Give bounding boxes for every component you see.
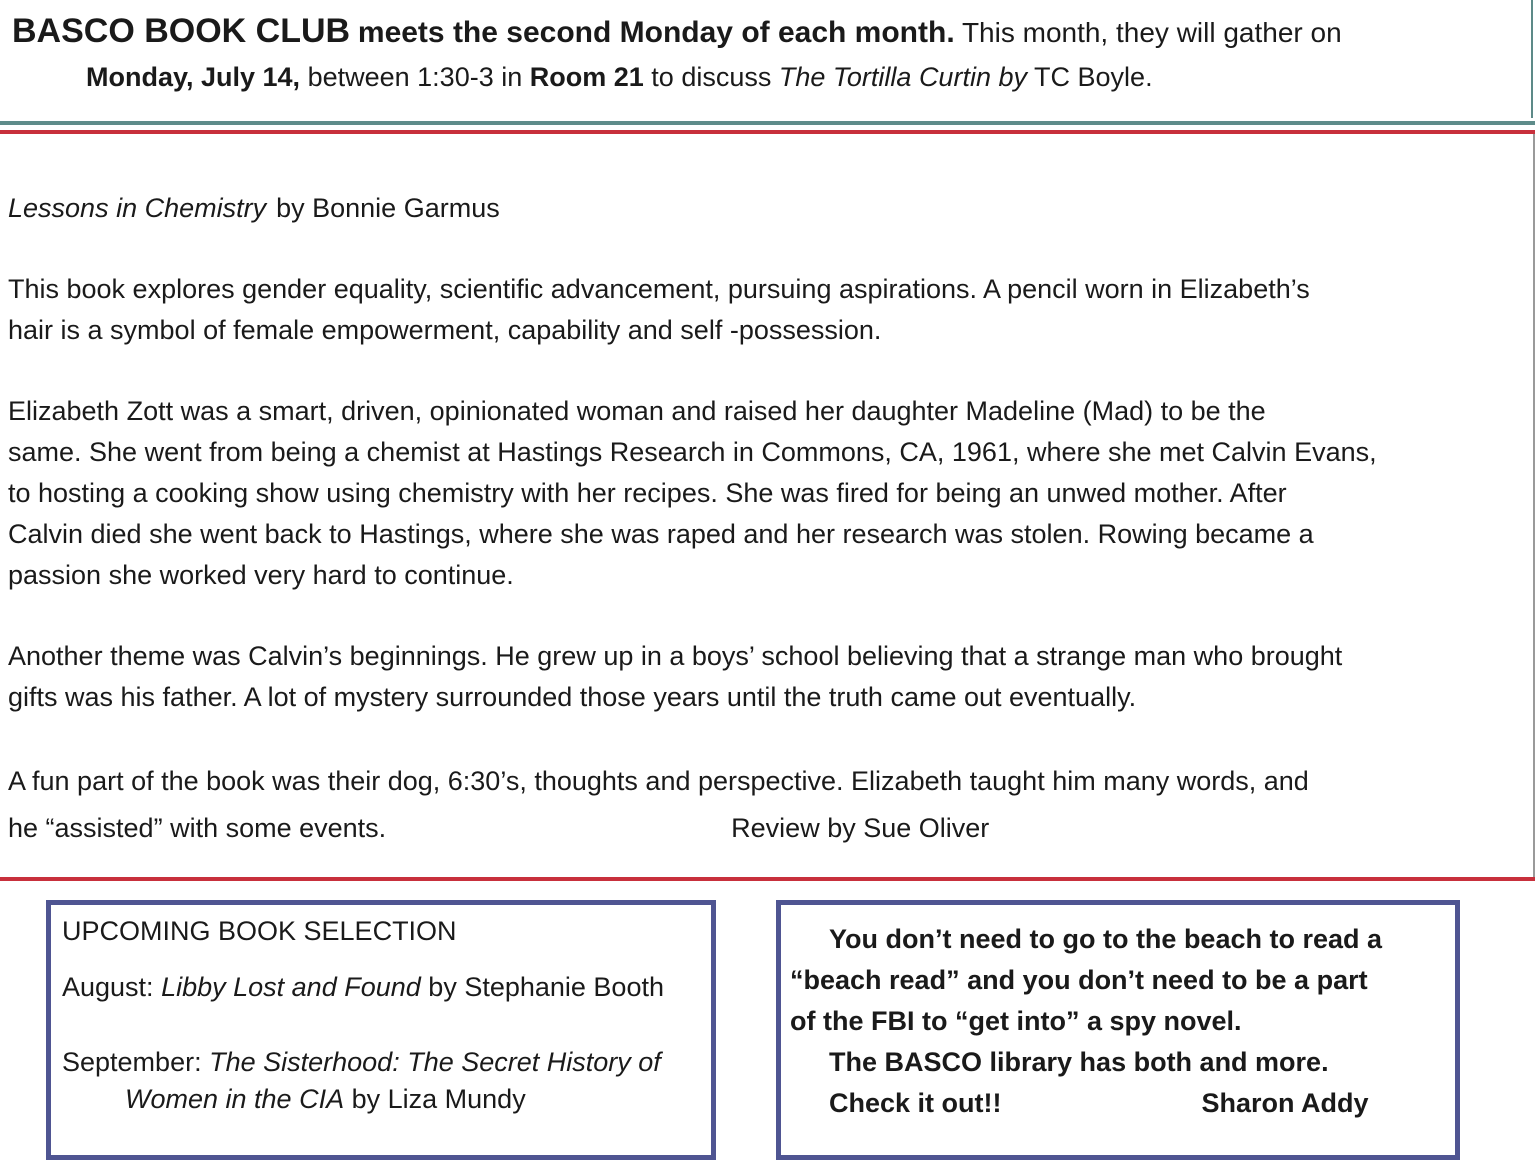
review-text: Another theme was Calvin’s beginnings. He grew up in a boys’ school believing that a strange man who brought — [8, 641, 1343, 671]
august-selection — [62, 969, 664, 1006]
review-text: to hosting a cooking show using chemistry with her recipes. She was fired for being an unwed mother. After — [8, 478, 1287, 508]
review-text: hair is a symbol of female empowerment, capability and self -possession. — [8, 315, 882, 345]
review-heading — [8, 188, 1528, 229]
beach-read-box — [776, 900, 1460, 1160]
meeting-time: between 1:30-3 in — [307, 62, 523, 92]
beach-cta: Check it out!! — [829, 1088, 1002, 1118]
september-selection-cont — [62, 1081, 664, 1118]
discuss-text: to discuss — [651, 62, 772, 92]
review-book-title: Lessons in Chemistry — [8, 193, 267, 223]
meeting-schedule: meets the second Monday of each month. — [357, 16, 955, 49]
review-text: gifts was his father. A lot of mystery surrounded those years until the truth came out eventually. — [8, 682, 1137, 712]
review-paragraph-1 — [8, 269, 1528, 351]
month-label: August: — [62, 972, 154, 1002]
beach-line: of the FBI to “get into” a spy novel. — [790, 1006, 1242, 1036]
review-text: A fun part of the book was their dog, 6:30’s, thoughts and perspective. Elizabeth taught him many words, and — [8, 766, 1309, 796]
beach-line: “beach read” and you don’t need to be a part — [790, 965, 1368, 995]
review-text: he “assisted” with some events. — [8, 813, 387, 843]
book-review — [8, 188, 1528, 892]
review-text: Calvin died she went back to Hastings, where she was raped and her research was stolen. Rowing became a — [8, 519, 1314, 549]
current-book-author: TC Boyle. — [1034, 62, 1153, 92]
selection-title: The Sisterhood: The Secret History of — [209, 1047, 661, 1077]
upcoming-title: UPCOMING BOOK SELECTION — [62, 916, 457, 946]
header-box — [0, 0, 1533, 118]
upcoming-selection-box — [46, 900, 716, 1160]
selection-author: by Liza Mundy — [351, 1084, 526, 1114]
red-divider-bottom — [0, 877, 1535, 881]
review-text: Elizabeth Zott was a smart, driven, opinionated woman and raised her daughter Madeline (Mad) to be the — [8, 396, 1266, 426]
current-book-by: by — [998, 62, 1028, 92]
month-label: September: — [62, 1047, 202, 1077]
beach-line: The BASCO library has both and more. — [829, 1047, 1329, 1077]
header-line-2 — [86, 62, 1153, 93]
beach-line: You don’t need to go to the beach to read a — [829, 924, 1383, 954]
review-credit: Review by Sue Oliver — [731, 813, 990, 843]
review-byline: by Bonnie Garmus — [276, 193, 500, 223]
current-book-title: The Tortilla Curtin — [778, 62, 991, 92]
review-text: same. She went from being a chemist at Hastings Research in Commons, CA, 1961, where she met Calvin Evans, — [8, 437, 1377, 467]
september-selection — [62, 1044, 664, 1081]
beach-signature: Sharon Addy — [1201, 1088, 1369, 1118]
header-intro: This month, they will gather on — [961, 17, 1342, 48]
selection-title: Libby Lost and Found — [161, 972, 421, 1002]
selection-title: Women in the CIA — [125, 1084, 345, 1114]
header-line-1 — [12, 12, 1342, 51]
meeting-room: Room 21 — [529, 62, 644, 92]
beach-line-last — [790, 1083, 1382, 1124]
review-paragraph-2 — [8, 391, 1528, 596]
review-paragraph-4 — [8, 758, 1528, 852]
meeting-date: Monday, July 14, — [86, 62, 301, 92]
review-text: passion she worked very hard to continue. — [8, 560, 514, 590]
club-name: BASCO BOOK CLUB — [12, 12, 351, 50]
review-paragraph-3 — [8, 636, 1528, 718]
teal-divider — [0, 121, 1535, 125]
review-text: This book explores gender equality, scientific advancement, pursuing aspirations. A pencil worn in Elizabeth’s — [8, 274, 1310, 304]
selection-author: by Stephanie Booth — [428, 972, 664, 1002]
